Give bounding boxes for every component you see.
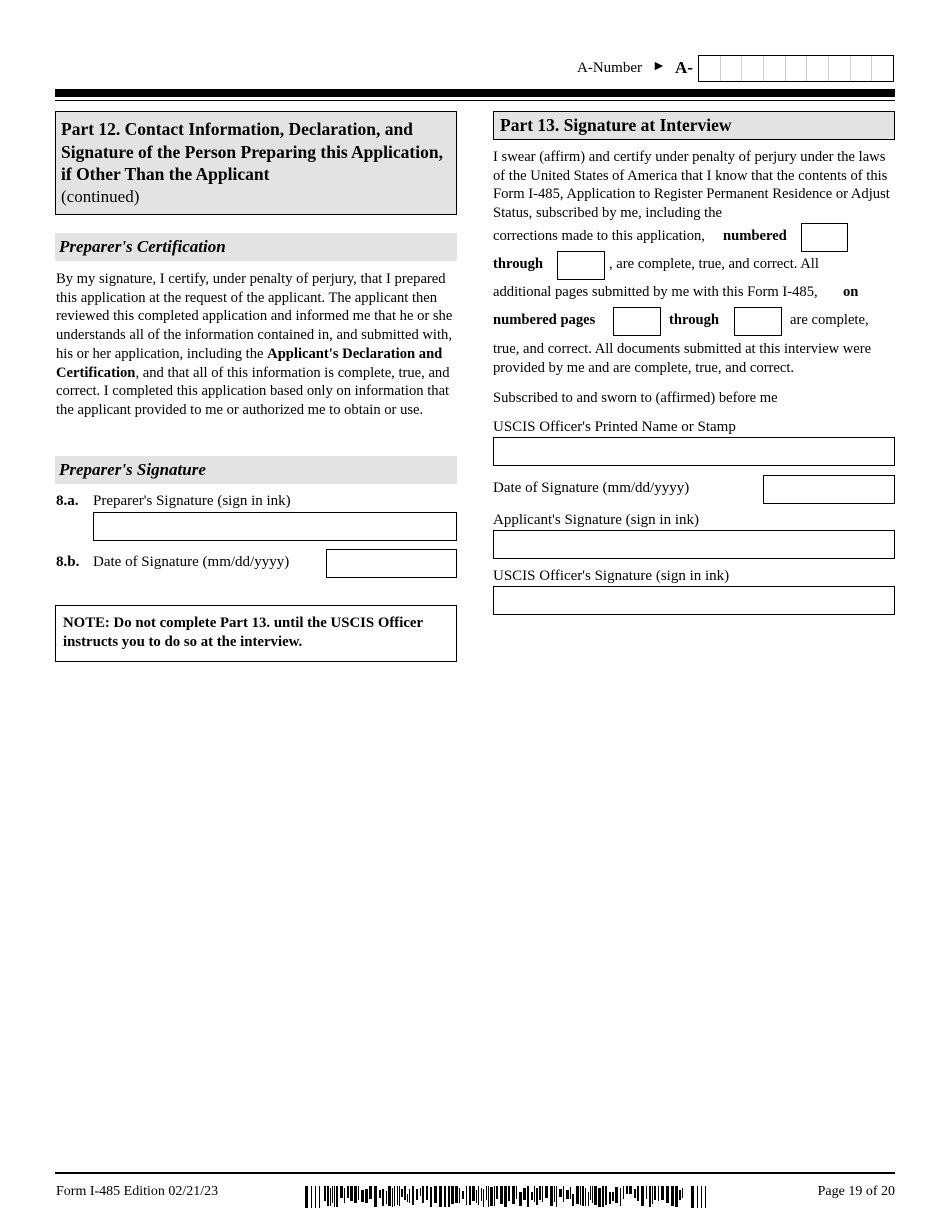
preparer-signature-field[interactable] [93,512,457,541]
interview-date-label: Date of Signature (mm/dd/yyyy) [493,480,690,496]
part12-header [55,111,457,215]
part13-text-1: I swear (affirm) and certify under penalty of perjury under the laws of the United States of America that I know that the contents of this Form I-485, Application to Register Permanent Residence or Adjust Status, subscribed by me, including the [493,149,890,221]
applicant-signature-label: Applicant's Signature (sign in ink) [493,512,700,528]
a-number-cell [764,56,786,81]
part13-text-2: corrections made to this application, [493,228,705,244]
part13-subscribed: Subscribed to and sworn to (affirmed) before me [493,390,778,406]
a-number-cell [872,56,893,81]
preparer-date-field[interactable] [326,549,457,578]
a-number-cell [851,56,873,81]
part13-header: Part 13. Signature at Interview [493,111,895,140]
footer-page-number: Page 19 of 20 [817,1184,895,1199]
a-number-cell [786,56,808,81]
cert-text-part-1: By my signature, I certify, under penalty of perjury, that I prepared this application at the request of the applicant. The applicant then reviewed this completed application and informed me that he or she understands all of the information contained in, and submitted with, his or her application, including the [56,271,453,362]
footer-rule [55,1172,895,1174]
part13-through-2: through [669,312,720,328]
a-number-input[interactable] [698,55,894,82]
officer-name-label: USCIS Officer's Printed Name or Stamp [493,419,736,435]
officer-signature-label: USCIS Officer's Signature (sign in ink) [493,568,730,584]
part12-title: Part 12. Contact Information, Declaration, and Signature of the Person Preparing this Application, if Other Than the Applicant [61,119,443,184]
officer-signature-field[interactable] [493,586,895,615]
a-number-cell [699,56,721,81]
item-8a-label: Preparer's Signature (sign in ink) [93,493,291,509]
a-number-label: A-Number [577,60,642,76]
header-rule-thin [55,100,895,101]
item-8b-number: 8.b. [56,554,80,570]
preparer-certification-text [56,270,456,420]
part13-text-5: true, and correct. All documents submitted at this interview were provided by me and are complete, true, and correct. [493,341,872,376]
cert-text-part-2: , and that all of this information is complete, true, and correct. I completed this application based only on information that the applicant provided to me or authorized me to obtain or use. [56,364,450,418]
header-rule-thick [55,89,895,97]
a-number-cell [829,56,851,81]
part13-note: NOTE: Do not complete Part 13. until the USCIS Officer instructs you to do so at the interview. [55,605,457,662]
part13-text-4: additional pages submitted by me with this Form I-485, [493,284,818,300]
item-8b-label: Date of Signature (mm/dd/yyyy) [93,554,290,570]
cert-text-bold: Applicant's Declaration and Certification [56,345,443,381]
preparer-signature-heading: Preparer's Signature [55,456,457,484]
pages-from-field[interactable] [613,307,661,336]
a-number-cell [721,56,743,81]
part13-text-3: , are complete, true, and correct. All [609,256,819,272]
pages-through-field[interactable] [734,307,782,336]
preparer-certification-heading: Preparer's Certification [55,233,457,261]
item-8a-number: 8.a. [56,493,79,509]
interview-date-field[interactable] [763,475,895,504]
part13-numbered-pages: numbered pages [493,312,596,328]
numbered-from-field[interactable] [801,223,848,252]
footer-form-edition: Form I-485 Edition 02/21/23 [56,1184,219,1199]
a-number-prefix: A- [675,58,693,77]
officer-name-field[interactable] [493,437,895,466]
barcode-icon [305,1186,714,1208]
part13-on: on [843,284,859,300]
numbered-through-field[interactable] [557,251,605,280]
a-number-cell [807,56,829,81]
arrow-right-icon: ► [652,59,666,74]
a-number-cell [742,56,764,81]
applicant-signature-field[interactable] [493,530,895,559]
part13-numbered: numbered [723,228,787,244]
part12-continued: (continued) [61,186,140,206]
part13-are-complete: are complete, [790,312,869,328]
part13-through-1: through [493,256,544,272]
